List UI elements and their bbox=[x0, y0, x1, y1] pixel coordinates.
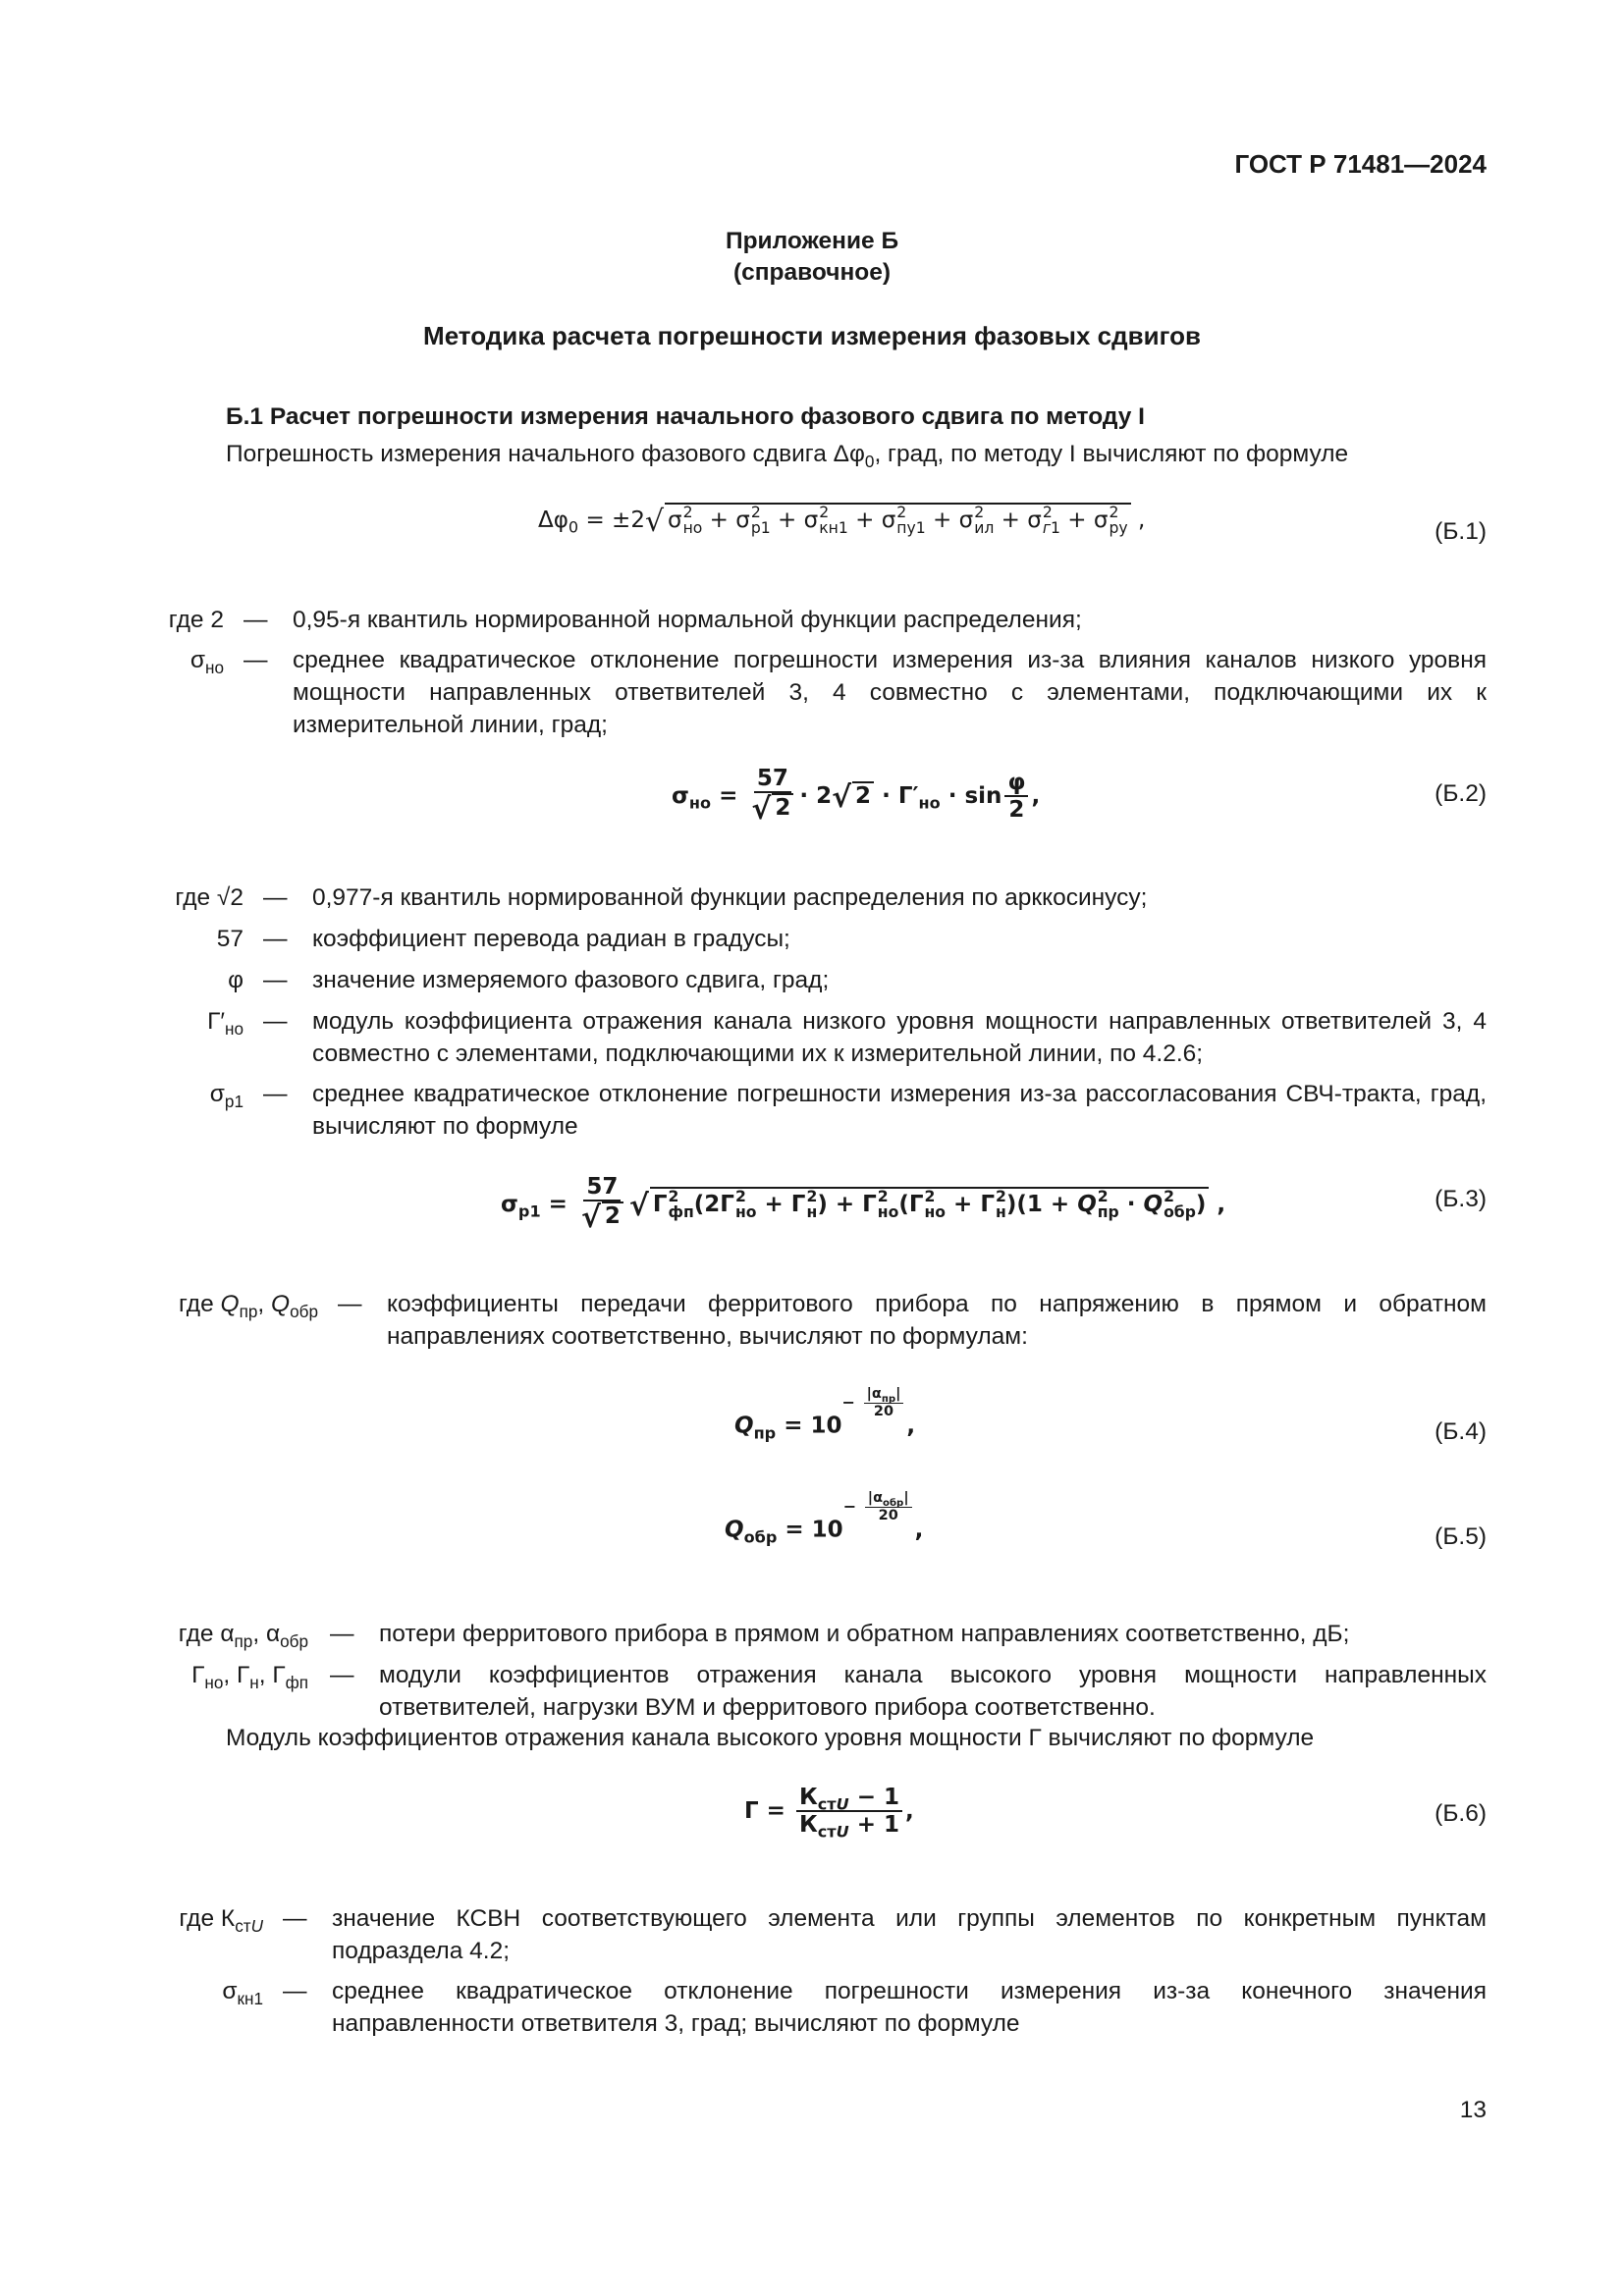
formula-b3: $\sigma_{р1}$ = $\frac{57}{√ 2}$ √ Г 2 фп (2Г 2 но + Г 2 н ) + Г 2 но (Г 2 но + Г 2 н )(1 + Q 2 пр · Q 2 обр ) , bbox=[501, 1174, 1226, 1236]
def-text: потери ферритового прибора в прямом и обратном направлениях соответственно, дБ; bbox=[379, 1621, 1350, 1647]
def-symbol: $\sigma_{но}$ bbox=[189, 647, 224, 677]
annex-title: Приложение Б bbox=[725, 228, 899, 254]
def-symbol: $\sigma_{р1}$ bbox=[209, 1081, 244, 1111]
def-text: 0,977-я квантиль нормированной функции распределения по арккосинусу; bbox=[312, 884, 1148, 911]
def-text: среднее квадратическое отклонение погрешности измерения из-за конечного значения направленности ответвителя 3, град; вычисляют по формуле bbox=[332, 1978, 1487, 2037]
document-number: ГОСТ Р 71481—2024 bbox=[1234, 149, 1487, 179]
def-symbol: $\sigma_{кн1}$ bbox=[222, 1978, 263, 2008]
def-text: 0,95-я квантиль нормированной нормальной функции распределения; bbox=[293, 607, 1082, 633]
formula-b2: $\sigma_{но}$ = $\frac{57}{√ 2}$ · 2√ $2 \cdot Г'_{но} \cdot \sin$ $\frac{\varphi}{2}$ , bbox=[672, 766, 1041, 828]
def-symbol: φ bbox=[228, 967, 244, 993]
def-symbol: $Г_{но}$, $Г_н$, $Г_{фп}$ bbox=[191, 1662, 308, 1692]
def-dash: — bbox=[330, 1662, 354, 1688]
section-intro: Погрешность измерения начального фазового сдвига $\Delta\varphi_0$, град, по методу I вычисляют по формуле bbox=[226, 441, 1349, 471]
def-symbol: $Г'_{но}$ bbox=[207, 1008, 244, 1039]
annex-type: (справочное) bbox=[732, 259, 892, 286]
def-text: среднее квадратическое отклонение погрешности измерения из-за влияния каналов низкого уровня мощности направленных ответвителей 3, 4 совместно с элементами, подключающими их к измерительной линии, град; bbox=[293, 647, 1487, 738]
def-dash: — bbox=[263, 884, 288, 911]
def-dash: — bbox=[283, 1905, 307, 1932]
def-dash: — bbox=[263, 1008, 288, 1035]
def-text: значение измеряемого фазового сдвига, град; bbox=[312, 967, 830, 993]
def-text: коэффициенты передачи ферритового прибора по напряжению в прямом и обратном направлениях соответственно, вычисляют по формулам: bbox=[387, 1291, 1487, 1350]
equation-number-b4: (Б.4) bbox=[1435, 1418, 1487, 1445]
def-symbol: где √2 bbox=[175, 884, 244, 911]
formula-b1: $\Delta\varphi_0 = \pm 2√$ σ 2 но + σ 2 р1 + σ 2 кн1 + σ 2 пу1 + σ 2 ил + σ 2 г1 + σ 2 ру , bbox=[538, 503, 1146, 539]
def-dash: — bbox=[263, 926, 288, 952]
formula-b6: Г = $\frac{К_{стU} - 1}{К_{стU} + 1}$ , bbox=[744, 1785, 914, 1842]
def-text: коэффициент перевода радиан в градусы; bbox=[312, 926, 790, 952]
def-dash: — bbox=[338, 1291, 362, 1317]
formula-b5: $Q_{обр} = 10^{- \frac{|\alpha_{обр}|}{20}}$ , bbox=[725, 1490, 924, 1547]
equation-number-b5: (Б.5) bbox=[1435, 1523, 1487, 1550]
def-dash: — bbox=[244, 607, 268, 633]
formula-b4: $Q_{пр} = 10^{- \frac{|\alpha_{пр}|}{20}}$ , bbox=[734, 1386, 916, 1443]
def-dash: — bbox=[263, 967, 288, 993]
def-dash: — bbox=[330, 1621, 354, 1647]
equation-number-b2: (Б.2) bbox=[1435, 780, 1487, 807]
def-symbol: где $Q_{пр}$, $Q_{обр}$ bbox=[178, 1291, 318, 1321]
annex-heading: Методика расчета погрешности измерения фазовых сдвигов bbox=[423, 321, 1201, 350]
def-dash: — bbox=[244, 647, 268, 673]
def-symbol: где $К_{стU}$ bbox=[179, 1905, 263, 1936]
def-symbol: где $\alpha_{пр}$, $\alpha_{обр}$ bbox=[178, 1621, 308, 1651]
page-number: 13 bbox=[1459, 2097, 1487, 2123]
def-text: модуль коэффициента отражения канала низкого уровня мощности направленных ответвителей 3, 4 совместно с элементами, подключающими их к измерительной линии, по 4.2.6; bbox=[312, 1008, 1487, 1067]
def-text: модули коэффициентов отражения канала высокого уровня мощности направленных ответвителей, нагрузки ВУМ и ферритового прибора соответственно. bbox=[379, 1662, 1487, 1721]
equation-number-b6: (Б.6) bbox=[1435, 1800, 1487, 1827]
paragraph-gamma: Модуль коэффициентов отражения канала высокого уровня мощности Г вычисляют по формуле bbox=[226, 1725, 1315, 1751]
equation-number-b1: (Б.1) bbox=[1435, 518, 1487, 545]
section-title: Б.1 Расчет погрешности измерения начального фазового сдвига по методу I bbox=[226, 403, 1145, 430]
def-text: среднее квадратическое отклонение погрешности измерения из-за рассогласования СВЧ-тракта, град, вычисляют по формуле bbox=[312, 1081, 1487, 1140]
equation-number-b3: (Б.3) bbox=[1435, 1186, 1487, 1212]
def-text: значение КСВН соответствующего элемента или группы элементов по конкретным пунктам подраздела 4.2; bbox=[332, 1905, 1487, 1964]
def-dash: — bbox=[263, 1081, 288, 1107]
def-symbol: 57 bbox=[216, 926, 244, 952]
def-symbol: где 2 bbox=[168, 607, 224, 633]
def-dash: — bbox=[283, 1978, 307, 2004]
